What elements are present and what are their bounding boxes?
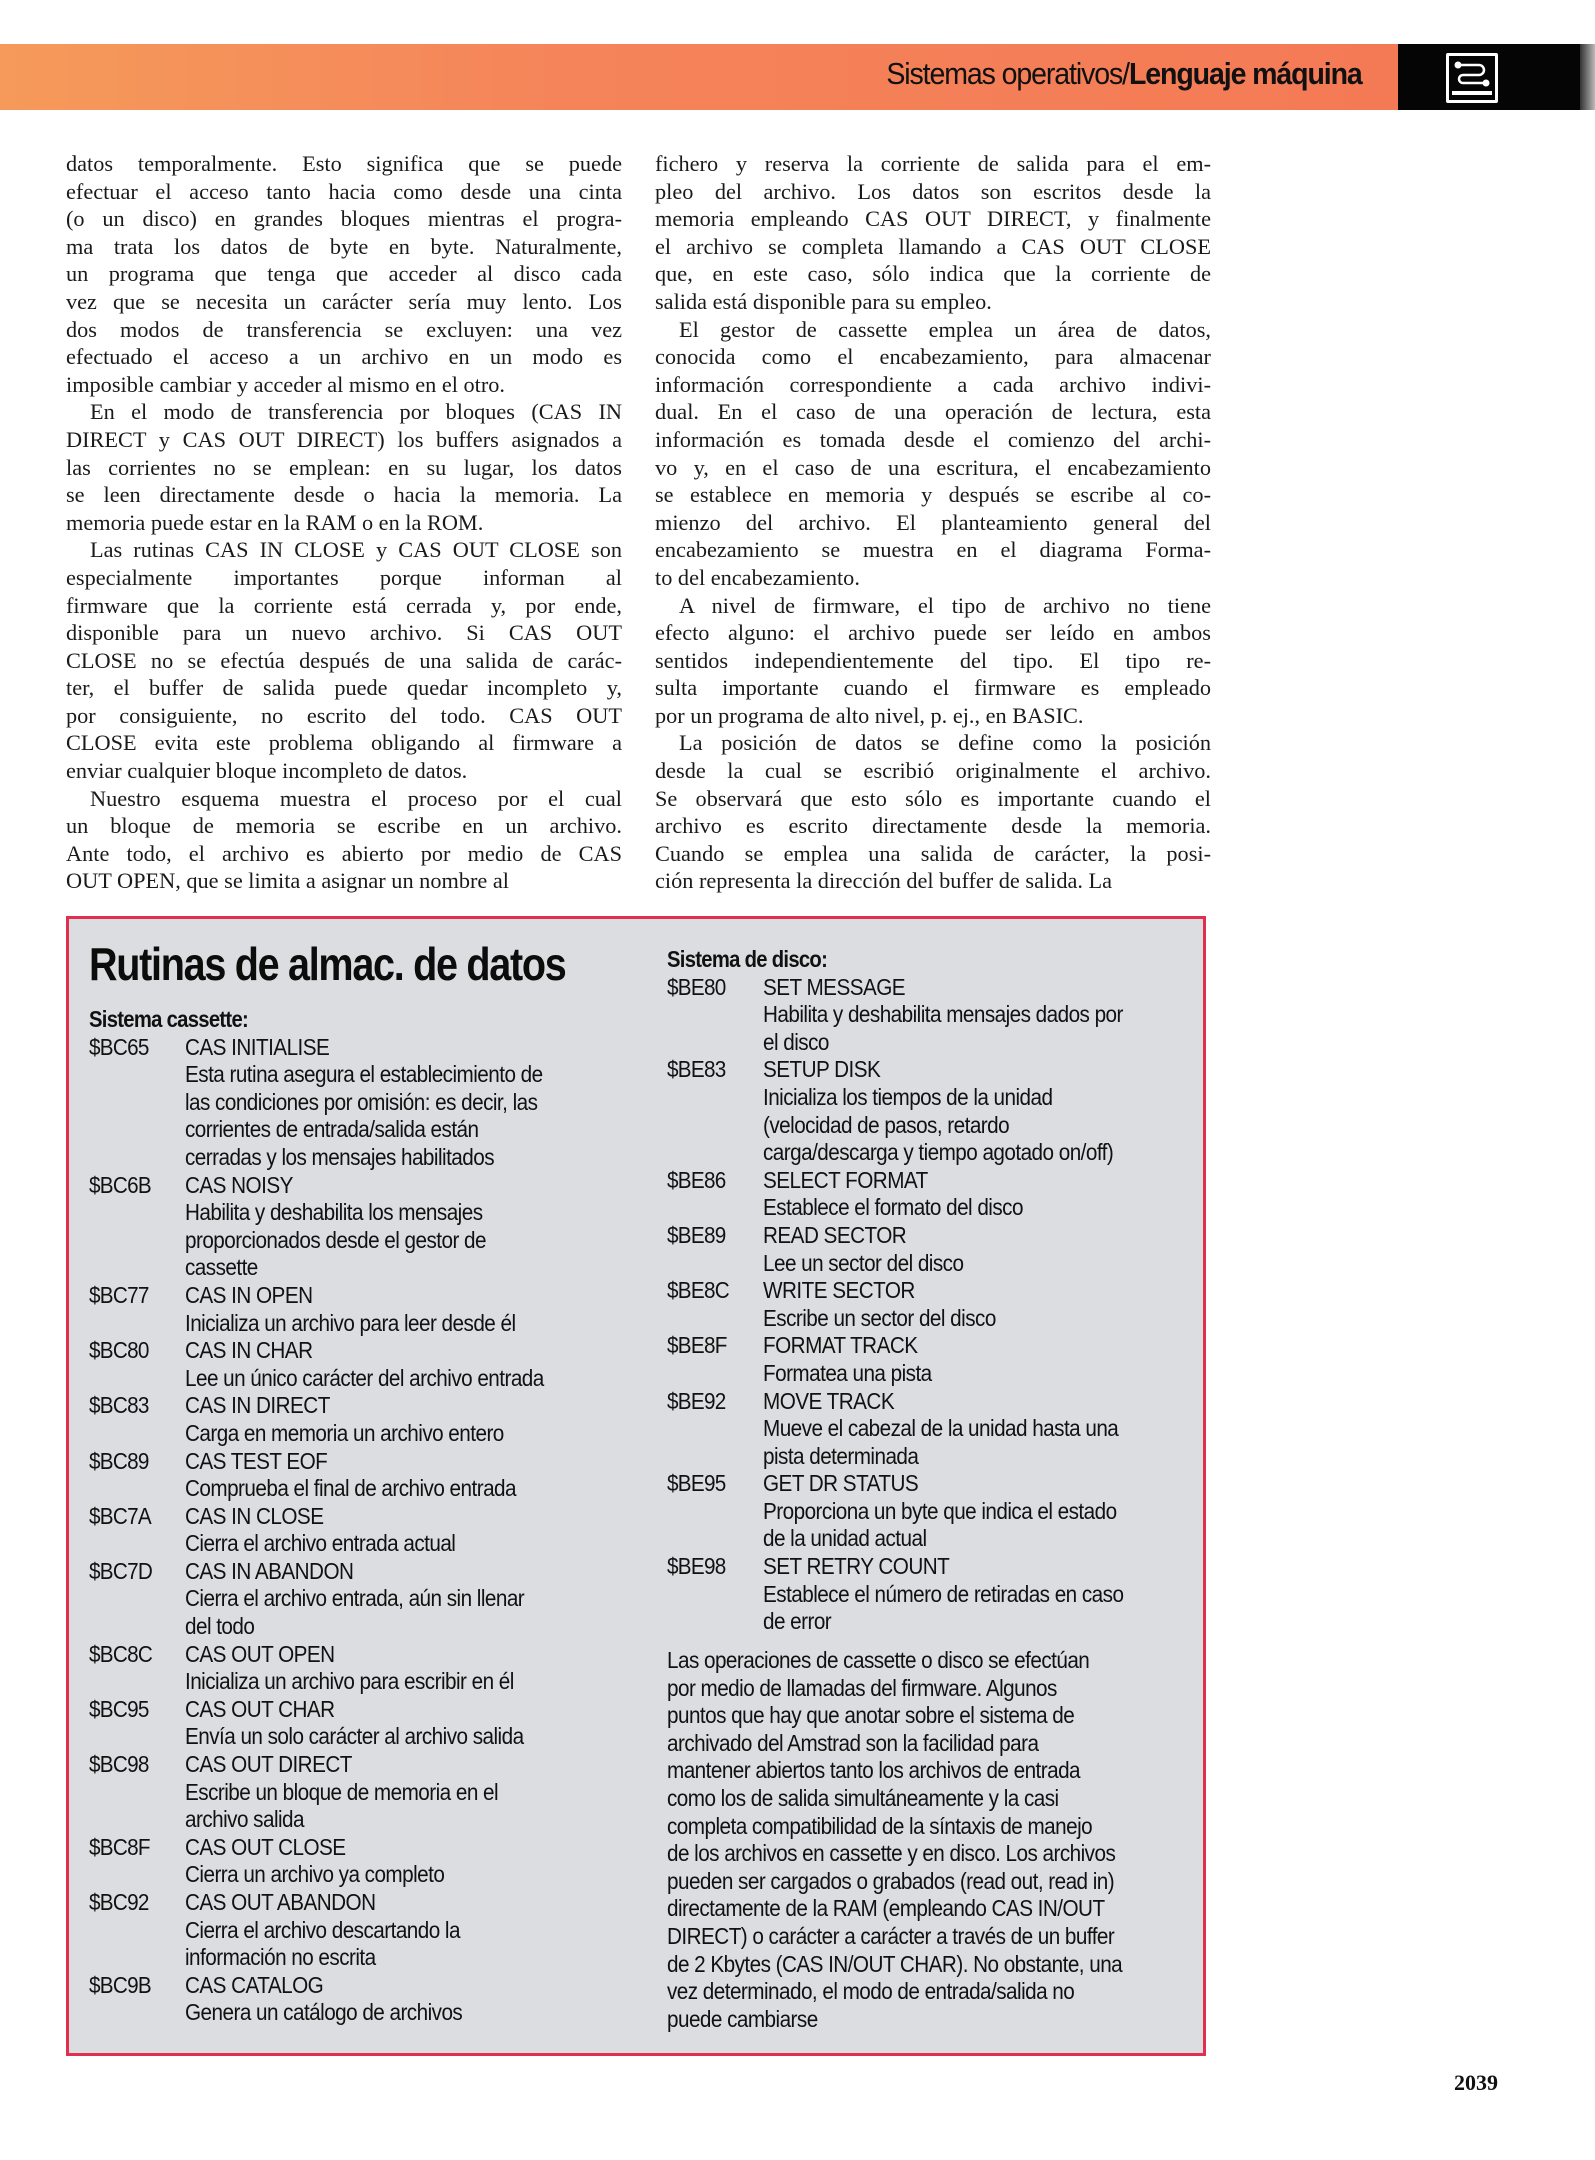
routine-body (763, 1332, 1197, 1387)
text-line: ción representa la dirección del buffer de salida. La (655, 868, 1113, 894)
routine-description-line: pista determinada (763, 1442, 919, 1469)
note-line: directamente de la RAM (empleando CAS IN/OUT (667, 1895, 1105, 1922)
text-line: por consiguiente, no escrito del todo. CAS OUT (66, 702, 622, 728)
routine-address: $BC77 (89, 1281, 149, 1308)
cassette-routine-list (89, 1034, 649, 2027)
routine-name: CAS OUT DIRECT (185, 1751, 352, 1778)
note-line: pueden ser cargados o grabados (read out, read in) (667, 1867, 1115, 1894)
text-line: dos modos de transferencia se excluyen: una vez (66, 316, 622, 342)
routine-name: CAS OUT OPEN (185, 1640, 335, 1667)
note-line: Las operaciones de cassette o disco se efectúan (667, 1647, 1090, 1673)
routine-description-line: archivo salida (185, 1806, 305, 1833)
box-note-paragraph (667, 1647, 1197, 2033)
routine-description-line: cerradas y los mensajes habilitados (185, 1143, 495, 1170)
text-line: dual. En el caso de una operación de lectura, esta (655, 399, 1211, 425)
routine-description-line: las condiciones por omisión: es decir, las (185, 1088, 538, 1115)
routine-address: $BE95 (667, 1470, 726, 1497)
section-header-band (0, 44, 1398, 110)
text-line: información es tomada desde el comienzo del archi- (655, 426, 1211, 452)
routine-entry (89, 1696, 649, 1751)
text-line: enviar cualquier bloque incompleto de datos. (66, 758, 468, 784)
text-line: archivo es escrito directamente desde la memoria. (655, 813, 1211, 839)
text-line: to del encabezamiento. (655, 564, 860, 590)
routine-description-line: Establece el formato del disco (763, 1194, 1023, 1221)
routine-entry (667, 1277, 1197, 1332)
body-paragraph (66, 785, 622, 895)
body-paragraph (655, 729, 1211, 895)
text-line: Las rutinas CAS IN CLOSE y CAS OUT CLOSE son (90, 537, 622, 563)
routine-body (185, 1392, 649, 1447)
routine-description-line: del todo (185, 1613, 255, 1640)
section-title-bold: Lenguaje máquina (1129, 56, 1362, 91)
routine-description-line: de error (763, 1608, 832, 1635)
routine-description-line: Genera un catálogo de archivos (185, 1999, 463, 2026)
routine-description-line: (velocidad de pasos, retardo (763, 1111, 1010, 1138)
section-title-plain: Sistemas operativos/ (886, 56, 1130, 91)
note-line: DIRECT) o carácter a carácter a través de un buffer (667, 1922, 1115, 1949)
text-line: El gestor de cassette emplea un área de datos, (679, 316, 1211, 342)
routine-body (763, 974, 1197, 1057)
routine-description-line: de la unidad actual (763, 1525, 927, 1552)
text-line: DIRECT y CAS OUT DIRECT) los buffers asignados a (66, 426, 622, 452)
routine-entry (89, 1392, 649, 1447)
routine-address: $BC95 (89, 1695, 149, 1722)
routine-description-line: Lee un único carácter del archivo entrada (185, 1364, 544, 1391)
routine-entry (89, 1641, 649, 1696)
text-line: ter, el buffer de salida puede quedar incompleto y, (66, 675, 622, 701)
routine-address: $BC80 (89, 1337, 149, 1364)
routine-body (763, 1277, 1197, 1332)
routine-description-line: Habilita y deshabilita mensajes dados por (763, 1001, 1123, 1028)
routine-body (185, 1172, 649, 1282)
routine-address: $BE8C (667, 1277, 729, 1304)
routine-entry (667, 1167, 1197, 1222)
text-line: conocida como el encabezamiento, para almacenar (655, 344, 1211, 370)
text-line: ma trata los datos de byte en byte. Naturalmente, (66, 233, 622, 259)
routine-description-line: Cierra un archivo ya completo (185, 1861, 445, 1888)
text-line: fichero y reserva la corriente de salida para el em- (655, 151, 1211, 176)
routine-entry (89, 1834, 649, 1889)
text-line: sulta importante cuando el firmware es empleado (655, 675, 1211, 701)
body-paragraph (655, 150, 1211, 316)
routine-name: GET DR STATUS (763, 1470, 919, 1497)
routine-name: CAS IN DIRECT (185, 1392, 330, 1419)
routine-entry (89, 1337, 649, 1392)
page-edge-shadow (1580, 44, 1595, 110)
routine-name: SET RETRY COUNT (763, 1553, 950, 1580)
body-column-right (655, 150, 1211, 895)
routine-address: $BC65 (89, 1033, 149, 1060)
routine-description-line: Envía un solo carácter al archivo salida (185, 1723, 524, 1750)
routine-name: SET MESSAGE (763, 973, 906, 1000)
routine-name: CAS OUT ABANDON (185, 1889, 376, 1915)
text-line: por un programa de alto nivel, p. ej., en BASIC. (655, 702, 1084, 728)
routine-description-line: Inicializa un archivo para leer desde él (185, 1309, 516, 1336)
routine-description-line: Escribe un sector del disco (763, 1304, 996, 1331)
routine-description-line: Inicializa un archivo para escribir en él (185, 1668, 514, 1695)
text-line: memoria empleando CAS OUT DIRECT, y finalmente (655, 206, 1211, 232)
routine-body (185, 1834, 649, 1889)
routine-name: CAS IN OPEN (185, 1281, 313, 1308)
note-line: archivado del Amstrad son la facilidad para (667, 1729, 1039, 1756)
body-paragraph (655, 592, 1211, 730)
routine-body (185, 1558, 649, 1641)
text-line: las corrientes no se emplean: en su lugar, los datos (66, 454, 622, 480)
routine-description-line: proporcionados desde el gestor de (185, 1226, 486, 1253)
text-line: En el modo de transferencia por bloques (CAS IN (90, 399, 622, 425)
routine-address: $BE98 (667, 1553, 726, 1580)
routine-body (763, 1388, 1197, 1471)
note-line: por medio de llamadas del firmware. Algunos (667, 1674, 1057, 1701)
routine-entry (667, 974, 1197, 1057)
routine-description-line: información no escrita (185, 1944, 376, 1971)
text-line: memoria puede estar en la RAM o en la ROM. (66, 509, 484, 535)
cassette-system-section (89, 1006, 649, 2027)
routine-address: $BC8C (89, 1640, 153, 1667)
routine-address: $BC7D (89, 1557, 153, 1584)
routine-body (185, 1034, 649, 1172)
routine-address: $BC89 (89, 1447, 149, 1474)
routine-entry (667, 1470, 1197, 1553)
disk-system-heading: Sistema de disco: (667, 946, 828, 972)
disk-routine-list (667, 974, 1197, 1636)
text-line: Nuestro esquema muestra el proceso por el cual (90, 785, 622, 811)
routine-body (763, 1222, 1197, 1277)
routine-body (185, 1889, 649, 1972)
routine-entry (89, 1751, 649, 1834)
body-paragraph (66, 150, 622, 398)
routine-description-line: Lee un sector del disco (763, 1249, 964, 1276)
routine-name: CAS CATALOG (185, 1971, 324, 1998)
routine-description-line: Formatea una pista (763, 1359, 932, 1386)
text-line: CLOSE evita este problema obligando al firmware a (66, 730, 622, 756)
body-paragraph (66, 536, 622, 784)
routine-address: $BE86 (667, 1166, 726, 1193)
routine-entry (89, 1448, 649, 1503)
text-line: Se observará que esto sólo es importante cuando el (655, 785, 1211, 811)
routine-entry (89, 1558, 649, 1641)
text-line: información correspondiente a cada archivo indivi- (655, 371, 1211, 397)
routine-name: CAS OUT CHAR (185, 1695, 335, 1722)
routine-address: $BE83 (667, 1056, 726, 1083)
routine-description-line: corrientes de entrada/salida están (185, 1116, 479, 1143)
text-line: se establece en memoria y después se escribe al co- (655, 482, 1211, 508)
note-line: de los archivos en cassette y en disco. Los archivos (667, 1840, 1116, 1867)
routine-entry (667, 1056, 1197, 1166)
routine-address: $BC7A (89, 1502, 151, 1529)
routine-address: $BE80 (667, 973, 726, 1000)
note-line: de 2 Kbytes (CAS IN/OUT CHAR). No obstante, una (667, 1950, 1123, 1977)
routine-description-line: Comprueba el final de archivo entrada (185, 1475, 516, 1502)
text-line: sentidos independientemente del tipo. El tipo re- (655, 647, 1211, 673)
text-line: (o un disco) en grandes bloques mientras el progra- (66, 206, 622, 232)
routine-body (185, 1448, 649, 1503)
text-line: La posición de datos se define como la posición (679, 730, 1211, 756)
text-line: se leen directamente desde o hacia la memoria. La (66, 482, 622, 508)
text-line: especialmente importantes porque informan al (66, 564, 622, 590)
routine-body (185, 1751, 649, 1834)
body-paragraph (655, 316, 1211, 592)
text-line: pleo del archivo. Los datos son escritos desde la (655, 178, 1211, 204)
routine-name: CAS NOISY (185, 1171, 293, 1198)
routine-entry (89, 1503, 649, 1558)
section-title (887, 56, 1362, 92)
routine-entry (667, 1553, 1197, 1636)
text-line: A nivel de firmware, el tipo de archivo no tiene (679, 592, 1211, 618)
routine-entry (89, 1889, 649, 1972)
page-number: 2039 (1454, 2070, 1498, 2095)
routine-address: $BC92 (89, 1889, 149, 1915)
text-line: que, en este caso, sólo indica que la corriente de (655, 261, 1211, 287)
routine-description-line: el disco (763, 1028, 829, 1055)
routine-address: $BC9B (89, 1971, 151, 1998)
routine-entry (667, 1222, 1197, 1277)
routine-body (763, 1553, 1197, 1636)
note-line: puede cambiarse (667, 2005, 818, 2032)
routine-name: CAS IN CLOSE (185, 1502, 324, 1529)
routine-body (185, 1972, 649, 2027)
routine-address: $BE92 (667, 1387, 726, 1414)
text-line: vo y, en el caso de una escritura, el encabezamiento (655, 454, 1211, 480)
routine-body (763, 1056, 1197, 1166)
routine-address: $BE89 (667, 1221, 726, 1248)
routine-name: CAS IN CHAR (185, 1337, 313, 1364)
routine-description-line: Cierra el archivo descartando la (185, 1916, 460, 1943)
routine-name: CAS IN ABANDON (185, 1557, 354, 1584)
note-line: puntos que hay que anotar sobre el sistema de (667, 1702, 1075, 1729)
routine-entry (667, 1388, 1197, 1471)
routine-name: SETUP DISK (763, 1056, 881, 1083)
routine-address: $BC8F (89, 1833, 150, 1860)
routine-address: $BC98 (89, 1751, 149, 1778)
text-line: imposible cambiar y acceder al mismo en el otro. (66, 371, 505, 397)
text-line: Ante todo, el archivo es abierto por medio de CAS (66, 840, 622, 866)
routine-name: CAS INITIALISE (185, 1033, 330, 1060)
routine-description-line: Mueve el cabezal de la unidad hasta una (763, 1415, 1119, 1442)
routine-name: READ SECTOR (763, 1221, 907, 1248)
note-line: como los de salida simultáneamente y la casi (667, 1784, 1059, 1811)
text-line: efectuado el acceso a un archivo en un modo es (66, 344, 622, 370)
routine-entry (667, 1332, 1197, 1387)
routine-description-line: carga/descarga y tiempo agotado on/off) (763, 1139, 1114, 1166)
cassette-system-heading: Sistema cassette: (89, 1006, 249, 1032)
routine-address: $BE8F (667, 1332, 727, 1359)
routine-body (763, 1167, 1197, 1222)
routine-name: WRITE SECTOR (763, 1277, 915, 1304)
routine-name: CAS OUT CLOSE (185, 1833, 346, 1860)
body-column-left (66, 150, 622, 895)
routine-description-line: Inicializa los tiempos de la unidad (763, 1083, 1053, 1110)
routine-description-line: Escribe un bloque de memoria en el (185, 1778, 499, 1805)
body-paragraph (66, 398, 622, 536)
routine-name: SELECT FORMAT (763, 1166, 928, 1193)
routine-description-line: cassette (185, 1254, 258, 1281)
text-line: desde la cual se escribió originalmente el archivo. (655, 758, 1211, 784)
disk-system-section (667, 946, 1197, 1636)
routine-body (185, 1282, 649, 1337)
routine-entry (89, 1282, 649, 1337)
routine-name: CAS TEST EOF (185, 1447, 328, 1474)
routine-description-line: Esta rutina asegura el establecimiento de (185, 1061, 543, 1088)
routine-address: $BC6B (89, 1171, 151, 1198)
routine-description-line: Proporciona un byte que indica el estado (763, 1497, 1117, 1524)
text-line: OUT OPEN, que se limita a asignar un nombre al (66, 868, 509, 894)
routine-address: $BC83 (89, 1392, 149, 1419)
routine-name: MOVE TRACK (763, 1387, 895, 1414)
text-line: encabezamiento se muestra en el diagrama Forma- (655, 537, 1211, 563)
text-line: Cuando se emplea una salida de carácter, la posi- (655, 840, 1211, 866)
text-line: vez que se necesita un carácter sería muy lento. Los (66, 288, 622, 314)
text-line: el archivo se completa llamando a CAS OUT CLOSE (655, 233, 1211, 259)
text-line: CLOSE no se efectúa después de una salida de carác- (66, 647, 622, 673)
routine-description-line: Cierra el archivo entrada actual (185, 1530, 456, 1557)
text-line: datos temporalmente. Esto significa que se puede (66, 151, 622, 176)
routine-entry (89, 1172, 649, 1282)
routine-body (185, 1337, 649, 1392)
section-icon-block (1398, 44, 1580, 110)
text-line: efectuar el acceso tanto hacia como desde una cinta (66, 178, 622, 204)
circuit-chip-icon (1446, 53, 1498, 103)
routine-body (185, 1641, 649, 1696)
routine-description-line: Habilita y deshabilita los mensajes (185, 1199, 483, 1226)
box-title: Rutinas de almac. de datos (89, 938, 566, 990)
routines-sidebar-box (66, 916, 1206, 2056)
routine-entry (89, 1972, 649, 2027)
routine-name: FORMAT TRACK (763, 1332, 918, 1359)
routine-entry (89, 1034, 649, 1172)
note-line: completa compatibilidad de la síntaxis de manejo (667, 1812, 1093, 1839)
routine-description-line: Carga en memoria un archivo entero (185, 1419, 504, 1446)
routine-body (185, 1696, 649, 1751)
text-line: disponible para un nuevo archivo. Si CAS OUT (66, 620, 622, 646)
routine-description-line: Cierra el archivo entrada, aún sin llenar (185, 1585, 525, 1612)
note-line: vez determinado, el modo de entrada/salida no (667, 1978, 1075, 2005)
text-line: firmware que la corriente está cerrada y, por ende, (66, 592, 622, 618)
routine-body (763, 1470, 1197, 1553)
text-line: efecto alguno: el archivo puede ser leído en ambos (655, 620, 1211, 646)
text-line: un bloque de memoria se escribe en un archivo. (66, 813, 622, 839)
routine-description-line: Establece el número de retiradas en caso (763, 1580, 1124, 1607)
text-line: mienzo del archivo. El planteamiento general del (655, 509, 1211, 535)
note-line: mantener abiertos tanto los archivos de entrada (667, 1757, 1081, 1784)
routine-body (185, 1503, 649, 1558)
text-line: un programa que tenga que acceder al disco cada (66, 261, 622, 287)
text-line: salida está disponible para su empleo. (655, 288, 992, 314)
